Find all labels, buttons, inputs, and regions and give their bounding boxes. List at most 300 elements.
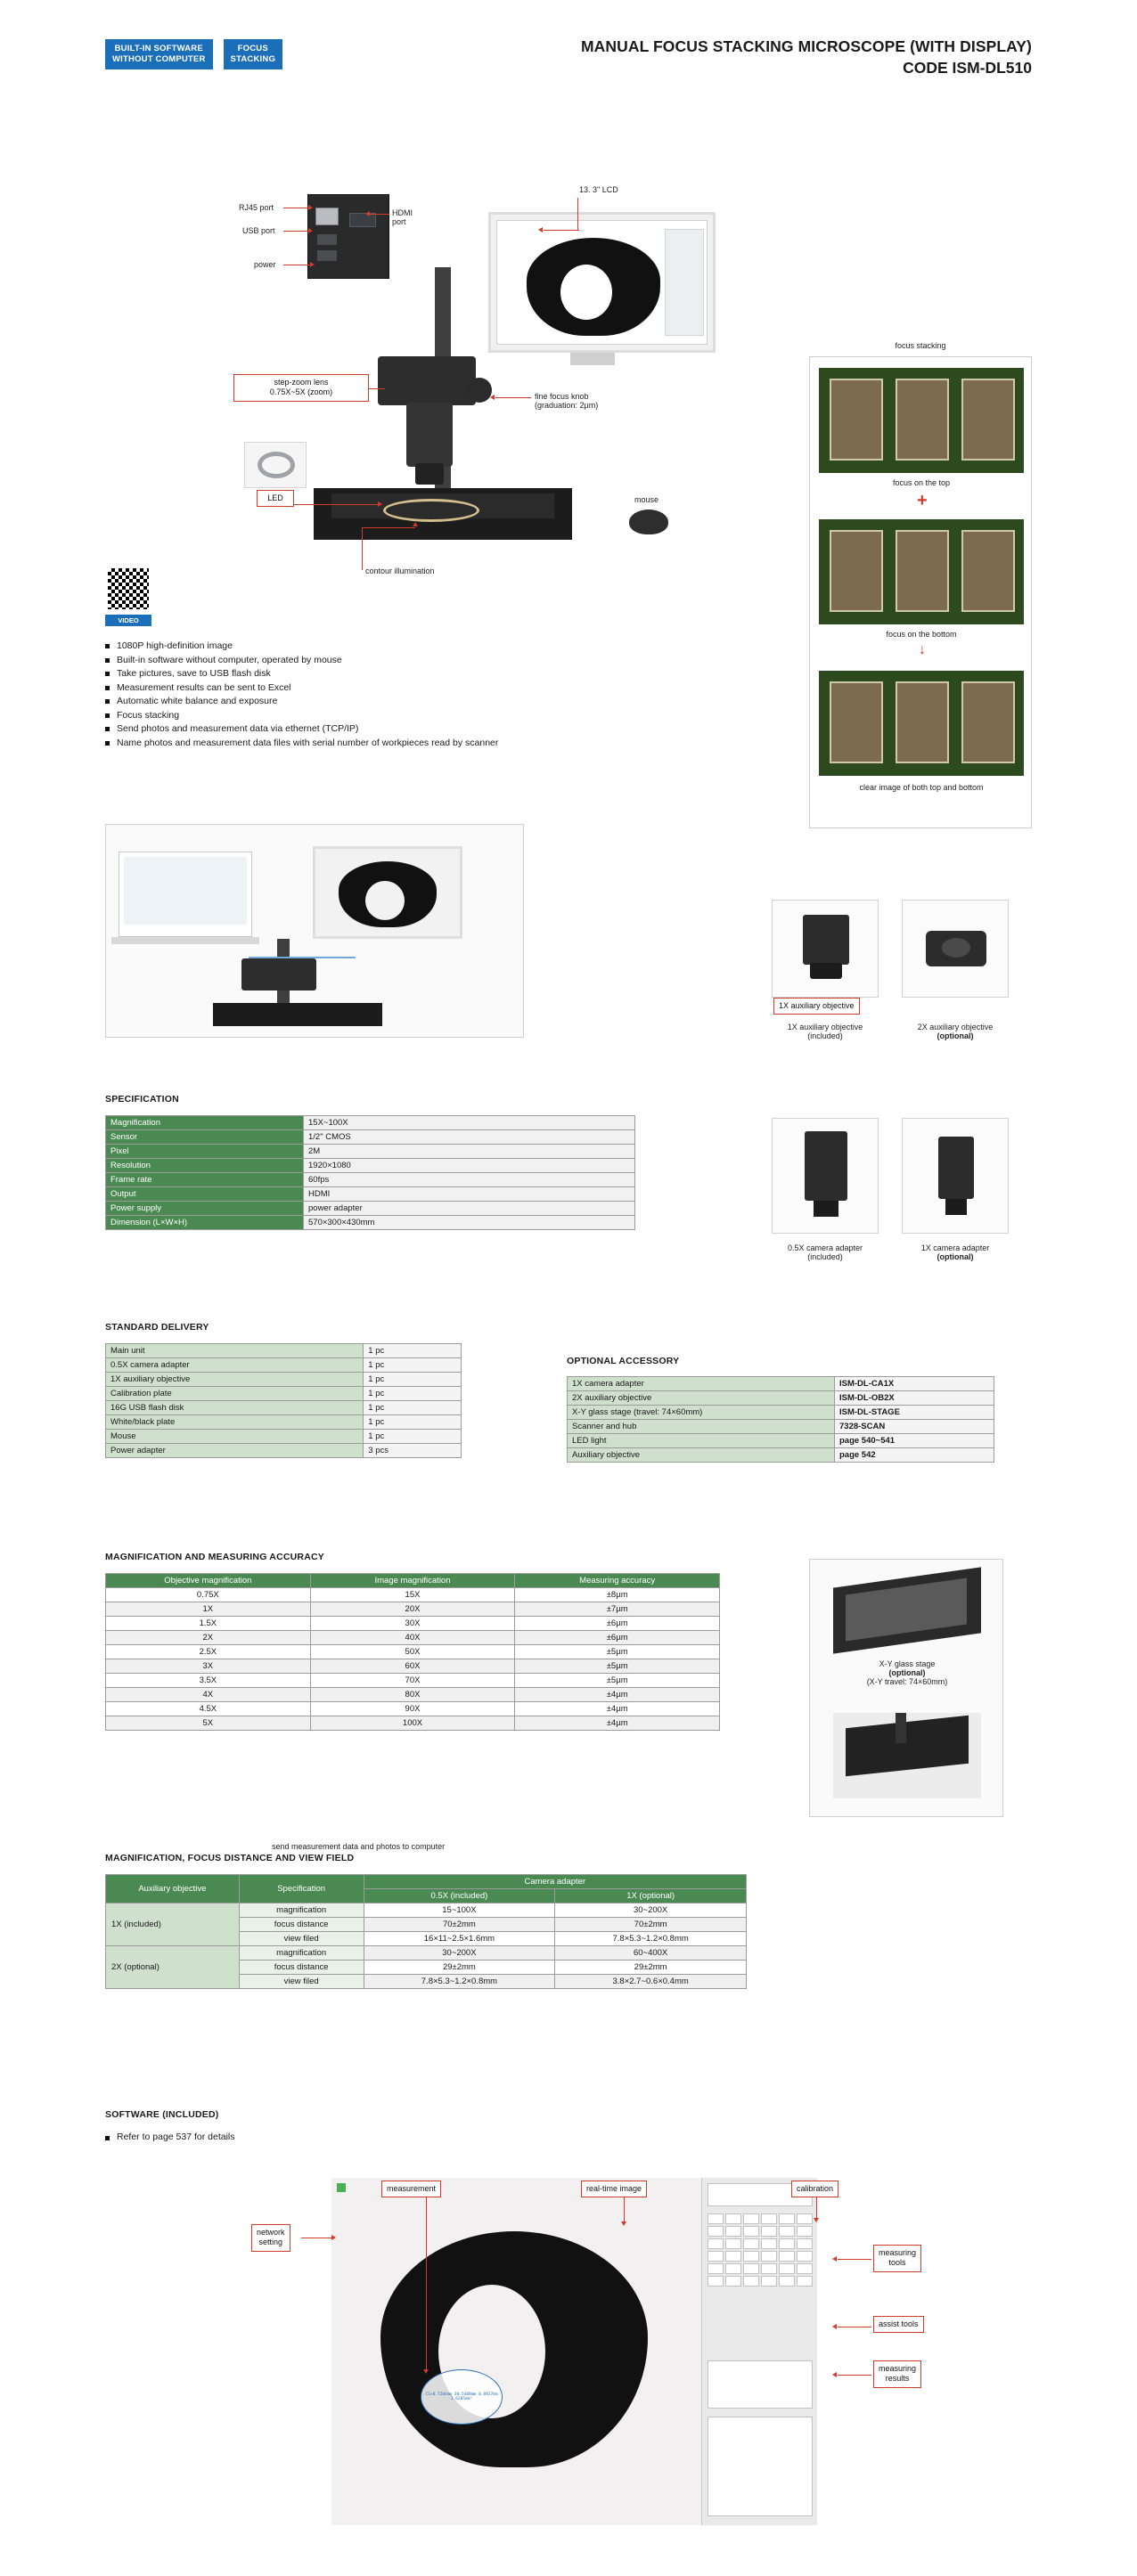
opt-key: 1X camera adapter (568, 1377, 835, 1391)
accessory-photo-05x-adapter (772, 1118, 879, 1234)
product-code: CODE ISM-DL510 (903, 59, 1032, 77)
arrow-realtime (621, 2221, 626, 2226)
leader-lcd-h (544, 230, 579, 231)
table-row (106, 1159, 635, 1173)
cell: ±4µm (515, 1688, 720, 1702)
cell: 0.75X (106, 1588, 311, 1602)
list-item: Send photos and measurement data via ethernet (TCP/IP) (105, 722, 568, 736)
std-value: 1 pc (364, 1430, 462, 1444)
caption-2x-aux-objective (893, 1023, 1018, 1040)
table-header-row (106, 1875, 747, 1889)
accessory-photo-2x-objective (902, 900, 1009, 998)
tool-icon[interactable] (743, 2251, 759, 2262)
connector-detail-photo (307, 194, 389, 279)
network-line2: setting (258, 2238, 283, 2247)
cell: 80X (310, 1688, 515, 1702)
microscope-lens (406, 403, 453, 467)
cell: 30X (310, 1617, 515, 1631)
callout-assist-tools: assist tools (873, 2316, 924, 2333)
badge-focus-line1: FOCUS (237, 44, 268, 53)
optional-accessory-heading: OPTIONAL ACCESSORY (567, 1356, 680, 1366)
badge-focus-line2: STACKING (230, 53, 276, 64)
cell: 40X (310, 1631, 515, 1645)
cell: 15X (310, 1588, 515, 1602)
callout-step-zoom-lens (233, 374, 369, 402)
cell: 20X (310, 1602, 515, 1617)
table-row (106, 1702, 720, 1716)
opt-key: X-Y glass stage (travel: 74×60mm) (568, 1406, 835, 1420)
label-power: power (254, 260, 276, 269)
tool-icon[interactable] (761, 2213, 777, 2224)
stack-caption-bottom: focus on the bottom (886, 630, 957, 639)
label-hdmi-line2: port (392, 217, 406, 226)
page-title (581, 37, 1032, 77)
mag-col-objective: Objective magnification (106, 1574, 311, 1588)
spec-value: 1/2" CMOS (304, 1130, 635, 1145)
caption-2x-line1: 2X auxiliary objective (917, 1023, 994, 1031)
badge-focus-stacking (224, 39, 283, 69)
tool-icon[interactable] (779, 2213, 795, 2224)
label-fine-focus-knob (535, 392, 598, 410)
table-row (106, 1430, 462, 1444)
cell: 30~200X (555, 1903, 747, 1918)
tool-icon[interactable] (779, 2226, 795, 2237)
microscope-objective (415, 463, 444, 485)
software-screenshot (331, 2178, 817, 2525)
tool-icon[interactable] (779, 2251, 795, 2262)
caption-2x-line2: (optional) (937, 1031, 974, 1040)
tool-icon[interactable] (797, 2276, 813, 2287)
focus-stacking-panel (809, 356, 1032, 828)
cell: 100X (310, 1716, 515, 1731)
led-detail-photo (244, 442, 307, 488)
lcd-stand (570, 353, 615, 365)
tool-icon[interactable] (779, 2276, 795, 2287)
cell: ±5µm (515, 1645, 720, 1659)
list-item: Measurement results can be sent to Excel (105, 681, 568, 695)
tool-icon[interactable] (708, 2276, 724, 2287)
tool-icon[interactable] (761, 2251, 777, 2262)
fd-group-name: 1X (included) (106, 1903, 240, 1946)
arrow-meas-tools (832, 2256, 837, 2262)
leader-usb (283, 231, 310, 232)
tool-icon[interactable] (743, 2238, 759, 2249)
leader-measurement (426, 2197, 427, 2371)
std-key: 0.5X camera adapter (106, 1358, 364, 1373)
cell: ±8µm (515, 1588, 720, 1602)
table-row (106, 1602, 720, 1617)
badge-builtin-software (105, 39, 213, 69)
computer-optional-label: computer is optional (238, 1700, 317, 1708)
cell: 70X (310, 1674, 515, 1688)
tool-icon[interactable] (725, 2263, 741, 2274)
magnification-heading: MAGNIFICATION AND MEASURING ACCURACY (105, 1552, 324, 1562)
opt-key: 2X auxiliary objective (568, 1391, 835, 1406)
cell: 15~100X (364, 1903, 555, 1918)
standard-delivery-heading: STANDARD DELIVERY (105, 1322, 209, 1333)
computer-panel-caption: send measurement data and photos to computer (272, 1842, 446, 1851)
arrow-rj45 (308, 205, 313, 210)
tool-icon[interactable] (725, 2251, 741, 2262)
ring-illuminator (383, 499, 479, 522)
xy-stage-photo-panel (809, 1559, 1003, 1817)
spec-key: Pixel (106, 1145, 304, 1159)
table-row (106, 1674, 720, 1688)
specification-table (105, 1115, 635, 1230)
list-item: 1080P high-definition image (105, 640, 568, 653)
spec-value: power adapter (304, 1202, 635, 1216)
arrow-power (310, 262, 315, 267)
cell: ±7µm (515, 1602, 720, 1617)
tool-icon[interactable] (797, 2251, 813, 2262)
leader-contour-h (362, 527, 415, 528)
std-key: White/black plate (106, 1415, 364, 1430)
std-key: 16G USB flash disk (106, 1401, 364, 1415)
cell: ±5µm (515, 1674, 720, 1688)
xy-stage-line1: X-Y glass stage (879, 1659, 936, 1668)
list-item: Automatic white balance and exposure (105, 695, 568, 708)
table-row (568, 1391, 994, 1406)
fd-col-adapter: Camera adapter (364, 1875, 746, 1889)
xy-stage-line2: (optional) (888, 1668, 926, 1677)
leader-contour-v (362, 527, 363, 570)
header-badges (105, 39, 282, 69)
cell: 29±2mm (364, 1961, 555, 1975)
arrow-hdmi (365, 211, 370, 216)
opt-value: 7328-SCAN (835, 1420, 994, 1434)
caption-1xad-line2: (optional) (937, 1252, 974, 1261)
label-contour-illumination: contour illumination (365, 567, 435, 575)
focus-distance-table (105, 1874, 747, 1989)
table-row (106, 1588, 720, 1602)
stack-image-result (819, 671, 1024, 776)
spec-key: Resolution (106, 1159, 304, 1173)
callout-measuring-tools (873, 2245, 921, 2272)
arrow-knob (490, 395, 495, 400)
cell: 5X (106, 1716, 311, 1731)
opt-value: ISM-DL-OB2X (835, 1391, 994, 1406)
network-status-dot (337, 2183, 346, 2192)
network-line1: network (257, 2228, 285, 2237)
tool-icon[interactable] (797, 2213, 813, 2224)
leader-lcd-v (577, 198, 578, 230)
table-row (106, 1617, 720, 1631)
table-row (106, 1688, 720, 1702)
cell: 1.5X (106, 1617, 311, 1631)
table-row (106, 1444, 462, 1458)
spec-value: 60fps (304, 1173, 635, 1187)
cell: 70±2mm (555, 1918, 747, 1932)
table-row (106, 1946, 747, 1961)
label-hdmi-line1: HDMI (392, 208, 413, 217)
qr-code (105, 566, 151, 612)
fd-col-05x: 0.5X (included) (364, 1889, 555, 1903)
cell: 3X (106, 1659, 311, 1674)
standard-delivery-table (105, 1343, 462, 1458)
table-row (106, 1401, 462, 1415)
arrow-calibration (814, 2218, 819, 2222)
meas-tools-line2: tools (888, 2258, 906, 2268)
measurement-readout: C1×0.7204mm 30.5488mm 0.8927mm 3.6285mm² (421, 2369, 503, 2425)
cell: 90X (310, 1702, 515, 1716)
opt-value: ISM-DL-STAGE (835, 1406, 994, 1420)
arrow-meas-results (832, 2372, 837, 2377)
std-key: Calibration plate (106, 1387, 364, 1401)
mag-col-image: Image magnification (310, 1574, 515, 1588)
leader-meas-tools (838, 2259, 871, 2260)
tool-icon[interactable] (708, 2251, 724, 2262)
tool-icon[interactable] (725, 2276, 741, 2287)
cell: 70±2mm (364, 1918, 555, 1932)
label-rj45: RJ45 port (239, 203, 274, 212)
arrow-contour (413, 522, 418, 526)
stack-caption-top: focus on the top (892, 478, 951, 487)
meas-tools-line1: measuring (879, 2248, 917, 2257)
down-arrow-icon: ↓ (919, 642, 926, 657)
table-row (106, 1358, 462, 1373)
table-row (568, 1406, 994, 1420)
leader-knob (495, 397, 531, 398)
tool-icon[interactable] (779, 2263, 795, 2274)
tool-icon[interactable] (743, 2263, 759, 2274)
spec-value: 15X~100X (304, 1116, 635, 1130)
label-lcd: 13. 3" LCD (579, 185, 618, 194)
label-hdmi (392, 208, 413, 226)
cell: 29±2mm (555, 1961, 747, 1975)
table-row (106, 1631, 720, 1645)
meas-results-line2: results (885, 2374, 910, 2384)
tool-icon[interactable] (797, 2263, 813, 2274)
spec-key: Dimension (L×W×H) (106, 1216, 304, 1230)
caption-1x-line2: (included) (807, 1031, 843, 1040)
std-key: Main unit (106, 1344, 364, 1358)
tool-icon[interactable] (708, 2213, 724, 2224)
xy-stage-line3: (X-Y travel: 74×60mm) (866, 1677, 948, 1686)
badge-builtin-line2: WITHOUT COMPUTER (112, 53, 206, 64)
spec-key: Magnification (106, 1116, 304, 1130)
spec-value: 2M (304, 1145, 635, 1159)
arrow-measurement (423, 2369, 429, 2374)
leader-calibration (816, 2197, 817, 2220)
list-item: Name photos and measurement data files with serial number of workpieces read by scanner (105, 737, 568, 750)
callout-measurement: measurement (381, 2181, 441, 2197)
focus-table-heading: MAGNIFICATION, FOCUS DISTANCE AND VIEW FIELD (105, 1853, 355, 1863)
spec-value: HDMI (304, 1187, 635, 1202)
tool-icon[interactable] (797, 2238, 813, 2249)
opt-value: ISM-DL-CA1X (835, 1377, 994, 1391)
table-row (106, 1187, 635, 1202)
spec-key: Sensor (106, 1130, 304, 1145)
measuring-tools-grid[interactable] (708, 2213, 813, 2287)
std-value: 1 pc (364, 1401, 462, 1415)
leader-meas-results (838, 2375, 871, 2376)
accessory-photo-1x-adapter (902, 1118, 1009, 1234)
list-item: Focus stacking (105, 709, 568, 722)
tool-icon[interactable] (779, 2238, 795, 2249)
stack-caption-result: clear image of both top and bottom (859, 783, 984, 792)
callout-realtime-image: real-time image (581, 2181, 647, 2197)
tool-icon[interactable] (797, 2226, 813, 2237)
cell: ±6µm (515, 1617, 720, 1631)
fd-spec: view filed (239, 1975, 364, 1989)
fd-col-spec: Specification (239, 1875, 364, 1903)
fd-spec: magnification (239, 1946, 364, 1961)
fine-focus-knob (467, 378, 492, 403)
tool-icon[interactable] (761, 2263, 777, 2274)
magnification-table (105, 1573, 720, 1731)
fd-group-name: 2X (optional) (106, 1946, 240, 1989)
fd-spec: focus distance (239, 1961, 364, 1975)
caption-1xad-line1: 1X camera adapter (920, 1243, 990, 1252)
table-row (106, 1130, 635, 1145)
software-toolbar (701, 2178, 817, 2525)
tool-icon[interactable] (761, 2226, 777, 2237)
table-row (106, 1145, 635, 1159)
xy-stage-caption (810, 1659, 1004, 1686)
cell: 3.5X (106, 1674, 311, 1688)
cell: 2X (106, 1631, 311, 1645)
fd-spec: magnification (239, 1903, 364, 1918)
tool-icon[interactable] (708, 2263, 724, 2274)
arrow-lcd (538, 227, 543, 232)
arrow-usb (308, 228, 313, 233)
spec-key: Output (106, 1187, 304, 1202)
optional-accessory-table (567, 1376, 994, 1463)
mouse-photo (629, 509, 668, 534)
spec-key: Frame rate (106, 1173, 304, 1187)
caption-05x-line2: (included) (807, 1252, 843, 1261)
accessory-photo-1x-objective (772, 900, 879, 998)
cell: 1X (106, 1602, 311, 1617)
spec-value: 570×300×430mm (304, 1216, 635, 1230)
table-row (106, 1659, 720, 1674)
step-zoom-line1: step-zoom lens (274, 378, 329, 387)
callout-led: LED (257, 490, 294, 507)
table-row (106, 1216, 635, 1230)
cell: 2.5X (106, 1645, 311, 1659)
lcd-monitor (488, 212, 716, 353)
leader-realtime (624, 2197, 625, 2223)
cell: 3.8×2.7~0.6×0.4mm (555, 1975, 747, 1989)
software-note: Refer to page 537 for details (105, 2132, 235, 2142)
table-row (568, 1377, 994, 1391)
std-value: 1 pc (364, 1344, 462, 1358)
cell: ±6µm (515, 1631, 720, 1645)
fd-spec: focus distance (239, 1918, 364, 1932)
label-usb: USB port (242, 226, 275, 235)
tool-icon[interactable] (743, 2276, 759, 2287)
product-title: MANUAL FOCUS STACKING MICROSCOPE (WITH DISPLAY) (580, 37, 1032, 55)
microscope-head (378, 356, 476, 405)
callout-1x-aux-objective: 1X auxiliary objective (773, 998, 860, 1015)
cell: 16×11~2.5×1.6mm (364, 1932, 555, 1946)
spec-value: 1920×1080 (304, 1159, 635, 1173)
tool-icon[interactable] (708, 2226, 724, 2237)
feature-list (105, 640, 568, 750)
cell: 30~200X (364, 1946, 555, 1961)
opt-key: Scanner and hub (568, 1420, 835, 1434)
arrow-assist-tools (832, 2324, 837, 2329)
opt-value: page 540~541 (835, 1434, 994, 1448)
cell: 50X (310, 1645, 515, 1659)
std-value: 1 pc (364, 1415, 462, 1430)
table-row (106, 1415, 462, 1430)
std-key: Mouse (106, 1430, 364, 1444)
caption-1x-aux-objective (763, 1023, 888, 1040)
table-row (106, 1903, 747, 1918)
tool-icon[interactable] (743, 2226, 759, 2237)
table-row (568, 1434, 994, 1448)
software-canvas (331, 2178, 701, 2525)
caption-1x-line1: 1X auxiliary objective (787, 1023, 863, 1031)
callout-calibration: calibration (791, 2181, 838, 2197)
table-row (106, 1116, 635, 1130)
leader-lens (369, 388, 385, 389)
cell: 4X (106, 1688, 311, 1702)
tool-icon[interactable] (725, 2238, 741, 2249)
tool-icon[interactable] (725, 2226, 741, 2237)
caption-05x-adapter (763, 1243, 888, 1261)
tool-icon[interactable] (725, 2213, 741, 2224)
fd-spec: view filed (239, 1932, 364, 1946)
stack-image-top (819, 368, 1024, 473)
std-value: 1 pc (364, 1358, 462, 1373)
arrow-led (378, 501, 382, 507)
tool-icon[interactable] (761, 2238, 777, 2249)
cell: 4.5X (106, 1702, 311, 1716)
spec-key: Power supply (106, 1202, 304, 1216)
measuring-results-panel[interactable] (708, 2417, 813, 2516)
leader-led (294, 504, 380, 505)
caption-05x-line1: 0.5X camera adapter (787, 1243, 863, 1252)
tool-icon[interactable] (761, 2276, 777, 2287)
label-knob-line2: (graduation: 2µm) (535, 401, 599, 410)
table-row (568, 1448, 994, 1463)
cell: ±5µm (515, 1659, 720, 1674)
cell: 7.8×5.3~1.2×0.8mm (364, 1975, 555, 1989)
list-item: Built-in software without computer, operated by mouse (105, 654, 568, 667)
cell: 7.8×5.3~1.2×0.8mm (555, 1932, 747, 1946)
cell: 60~400X (555, 1946, 747, 1961)
tool-icon[interactable] (743, 2213, 759, 2224)
list-item: Take pictures, save to USB flash disk (105, 667, 568, 681)
callout-network-setting (251, 2224, 290, 2252)
arrow-network (331, 2235, 336, 2240)
table-row (106, 1202, 635, 1216)
std-key: Power adapter (106, 1444, 364, 1458)
video-label: VIDEO (105, 615, 151, 626)
std-key: 1X auxiliary objective (106, 1373, 364, 1387)
focus-stacking-title: focus stacking (895, 341, 946, 350)
table-row (106, 1387, 462, 1401)
specification-heading: SPECIFICATION (105, 1094, 179, 1105)
cell: 60X (310, 1659, 515, 1674)
callout-measuring-results (873, 2360, 921, 2388)
std-value: 1 pc (364, 1373, 462, 1387)
cell: ±4µm (515, 1716, 720, 1731)
std-value: 3 pcs (364, 1444, 462, 1458)
tool-icon[interactable] (708, 2238, 724, 2249)
table-row (568, 1420, 994, 1434)
assist-tools-panel[interactable] (708, 2360, 813, 2409)
label-knob-line1: fine focus knob (535, 392, 589, 401)
opt-key: Auxiliary objective (568, 1448, 835, 1463)
table-row (106, 1645, 720, 1659)
leader-hdmi (370, 214, 389, 215)
meas-results-line1: measuring (879, 2364, 917, 2373)
label-mouse: mouse (634, 495, 659, 504)
software-heading: SOFTWARE (INCLUDED) (105, 2109, 219, 2120)
